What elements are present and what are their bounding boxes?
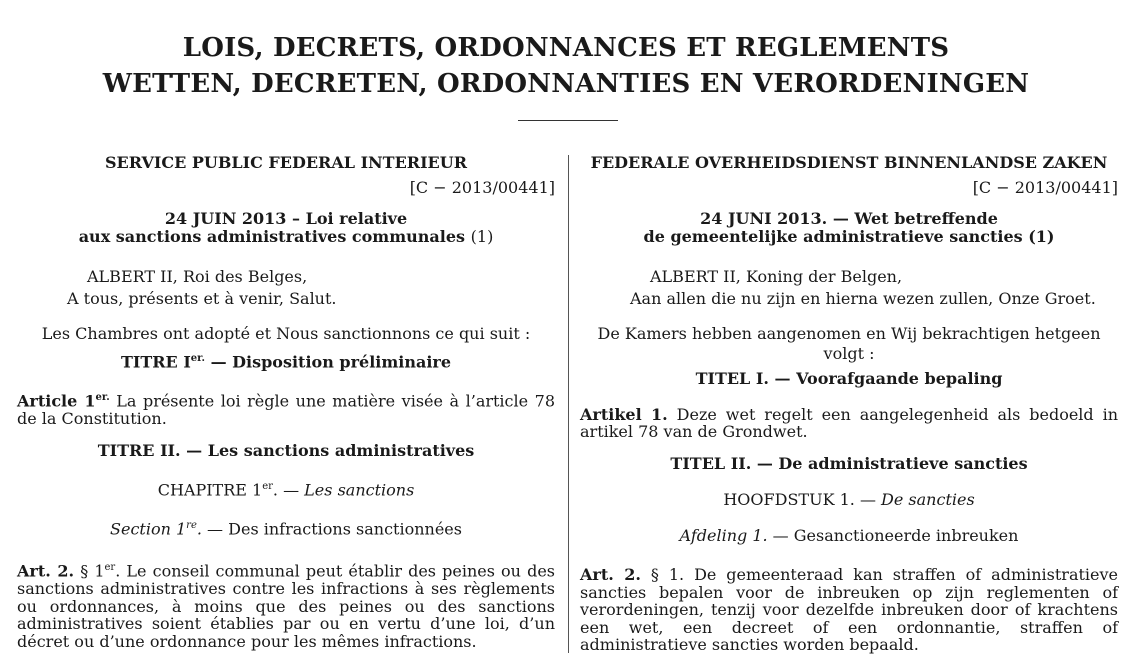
section-heading [580, 526, 1118, 546]
royal-formula [580, 266, 1118, 310]
article-2-text: . Le conseil communal peut établir des peines ou des sanctions administratives contre les infractions à ses règlements ou ordonnances, à moins que des peines ou des sanctions administratives soient établies par ou en vertu d’une loi, d’un décret ou d’une ordonnance pour les mêmes infractions. [17, 561, 555, 651]
act-title-line2: de gemeentelijke administratieve sancties (1) [643, 227, 1055, 246]
chapter-heading [17, 477, 555, 500]
act-title [17, 210, 555, 246]
act-title [580, 210, 1118, 246]
king-salutation: A tous, présents et à venir, Salut. [67, 289, 337, 308]
article-2-label: Art. 2. [17, 561, 75, 581]
footnote-ref[interactable]: (1) [470, 227, 494, 246]
section-prefix: Afdeling 1. [679, 526, 768, 545]
chapter-sup: er [262, 480, 273, 492]
enactment-clause: Les Chambres ont adopté et Nous sanctionnons ce qui suit : [41, 324, 531, 343]
article-1 [580, 406, 1118, 440]
article-2-label: Art. 2. [580, 565, 641, 584]
title-1-heading [17, 348, 555, 373]
king-name: ALBERT II, Roi des Belges, [87, 267, 308, 286]
chapter-separator: . — [272, 479, 305, 499]
ministry-name: SERVICE PUBLIC FEDERAL INTERIEUR [104, 153, 467, 172]
royal-formula [17, 266, 555, 310]
article-2-text: § 1. De gemeenteraad kan straffen of administratieve sancties bepalen voor de inbreuken op zijn reglementen of verordeningen, tenzij voor dezelfde inbreuken door of krachtens een wet, een decreet of een ordonnantie, straffen of administratieve sancties worden bepaald. [580, 565, 1119, 654]
section-separator: . — [196, 519, 229, 539]
header-divider [518, 120, 618, 121]
page-header [0, 30, 1132, 102]
dutch-column [580, 150, 1118, 654]
ministry-name: FEDERALE OVERHEIDSDIENST BINNENLANDSE ZAKEN [590, 153, 1108, 172]
reference-number: [C − 2013/00441] [409, 178, 555, 197]
title-1-prefix: TITRE I [120, 352, 191, 372]
king-name: ALBERT II, Koning der Belgen, [650, 267, 903, 286]
article-1-text: La présente loi règle une matière visée à l’article 78 de la Constitution. [17, 391, 556, 428]
section-name: — Gesanctioneerde inbreuken [767, 526, 1019, 545]
article-1-sup: er. [95, 392, 110, 404]
chapter-prefix: HOOFDSTUK 1. — [723, 490, 882, 509]
title-french: LOIS, DECRETS, ORDONNANCES ET REGLEMENTS [182, 33, 950, 63]
act-title-line1: 24 JUNI 2013. — Wet betreffende [700, 209, 998, 228]
article-1-text: Deze wet regelt een aangelegenheid als bedoeld in artikel 78 van de Grondwet. [580, 405, 1119, 441]
chapter-name: Les sanctions [304, 479, 415, 499]
article-2-paragraph: § 1 [74, 561, 105, 581]
chapter-prefix: CHAPITRE 1 [157, 479, 263, 499]
act-title-line2 [17, 228, 555, 246]
section-name: Des infractions sanctionnées [228, 519, 462, 539]
chapter-name: De sancties [881, 490, 975, 509]
title-2-heading: TITEL II. — De administratieve sancties [670, 454, 1028, 473]
king-salutation: Aan allen die nu zijn en hierna wezen zullen, Onze Groet. [630, 289, 1096, 308]
section-prefix: Section 1 [110, 519, 187, 539]
title-1-sup: er. [190, 353, 205, 364]
title-1-rest: — Disposition préliminaire [205, 352, 452, 372]
enactment-clause: De Kamers hebben aangenomen en Wij bekrachtigen hetgeen volgt : [597, 324, 1101, 363]
reference-number: [C − 2013/00441] [972, 178, 1118, 197]
act-title-line1: 24 JUIN 2013 – Loi relative [164, 209, 408, 228]
title-2-heading: TITRE II. — Les sanctions administratives [97, 440, 475, 460]
title-1-heading: TITEL I. — Voorafgaande bepaling [695, 369, 1003, 388]
column-separator [568, 155, 569, 653]
french-column [17, 150, 555, 650]
section-heading [17, 516, 555, 539]
article-1-label: Article 1 [17, 391, 96, 411]
article-2 [17, 559, 555, 650]
act-title-text: aux sanctions administratives communales [78, 227, 466, 246]
section-sup: re [186, 519, 197, 531]
title-dutch: WETTEN, DECRETEN, ORDONNANTIES EN VERORDENINGEN [102, 69, 1030, 99]
article-1 [17, 389, 555, 426]
chapter-heading [580, 490, 1118, 510]
article-1-label: Artikel 1. [580, 405, 668, 424]
article-2-paragraph-sup: er [104, 562, 116, 574]
article-2 [580, 566, 1118, 654]
